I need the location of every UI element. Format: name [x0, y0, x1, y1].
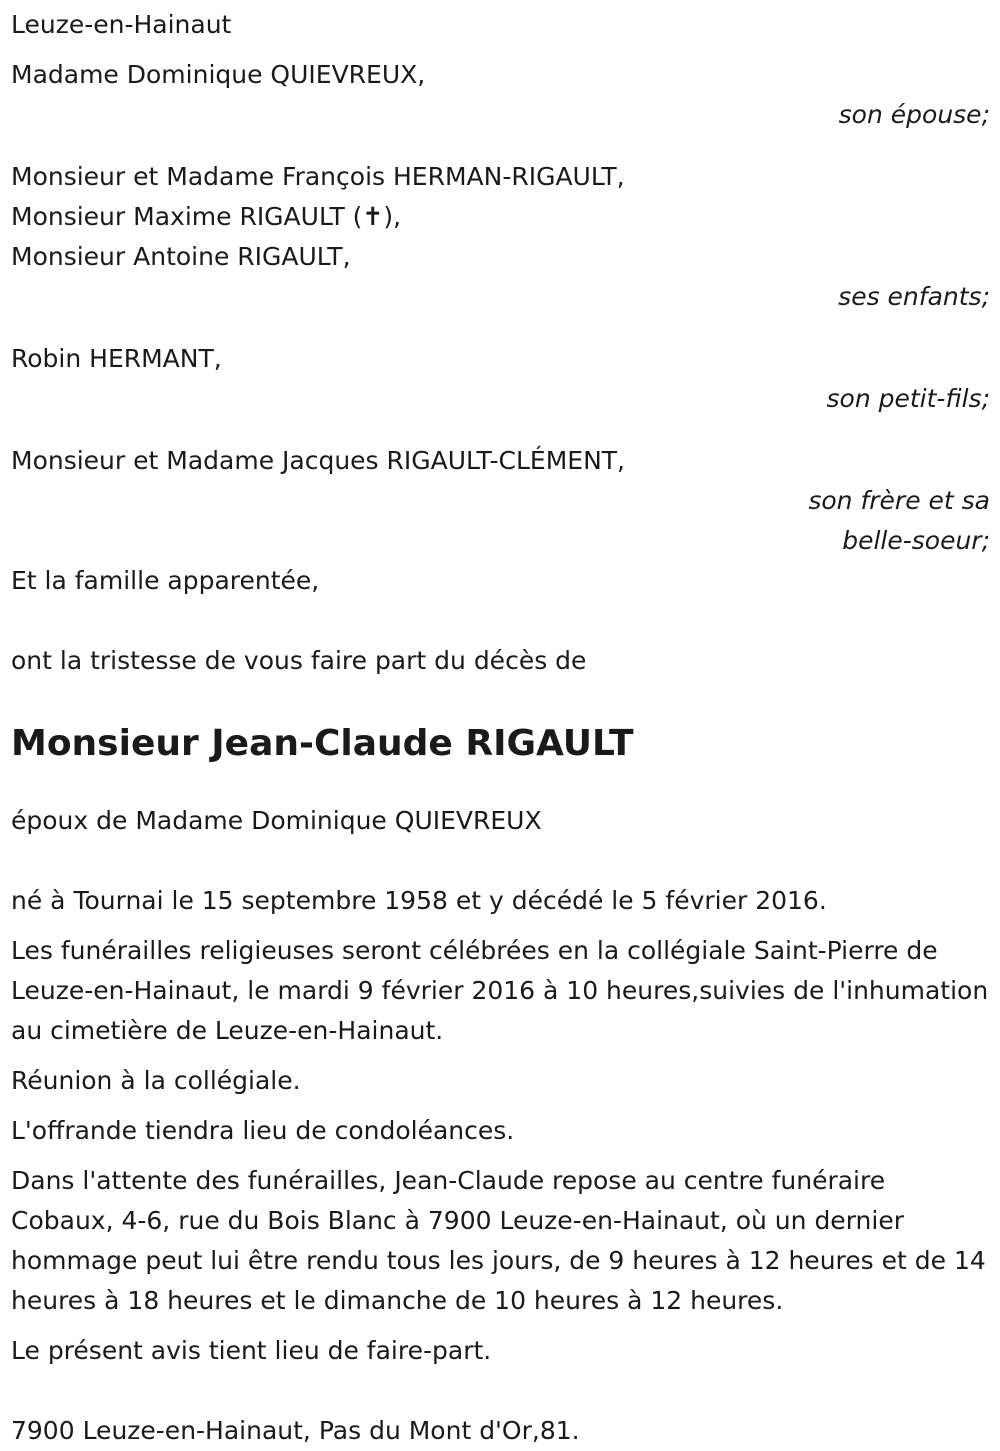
relation-label: ses enfants;: [838, 282, 990, 311]
reunion-line: Réunion à la collégiale.: [11, 1066, 301, 1095]
place-header: Leuze-en-Hainaut: [11, 10, 232, 39]
family-member: Robin HERMANT,: [11, 344, 222, 373]
address-line: 7900 Leuze-en-Hainaut, Pas du Mont d'Or,81.: [11, 1416, 580, 1445]
deceased-marker-suffix: ),: [383, 202, 402, 231]
family-group-children: [11, 157, 990, 317]
family-group-sibling: [11, 441, 990, 561]
family-member-name: Monsieur Maxime RIGAULT (: [11, 202, 363, 231]
family-member: Madame Dominique QUIEVREUX,: [11, 60, 426, 89]
relation-label: son petit-fils;: [826, 384, 990, 413]
birth-death-line: né à Tournai le 15 septembre 1958 et y décédé le 5 février 2016.: [11, 886, 827, 915]
relation-label: son épouse;: [838, 100, 990, 129]
cross-icon: ✝: [362, 202, 384, 231]
announcement: ont la tristesse de vous faire part du décès de: [11, 646, 587, 675]
family-member: Monsieur et Madame François HERMAN-RIGAULT,: [11, 162, 625, 191]
rest-paragraph: Dans l'attente des funérailles, Jean-Claude repose au centre funéraire Cobaux, 4-6, rue du Bois Blanc à 7900 Leuze-en-Hainaut, où un dernier hommage peut lui être rendu tous les jours, de 9 heures à 12 heures et de 14 heures à 18 heures et le dimanche de 10 heures à 12 heures.: [11, 1166, 986, 1315]
family-group-spouse: [11, 55, 990, 135]
relation-label: belle-soeur;: [842, 526, 990, 555]
spouse-line: époux de Madame Dominique QUIEVREUX: [11, 806, 542, 835]
obituary-notice: [11, 5, 990, 1451]
offering-line: L'offrande tiendra lieu de condoléances.: [11, 1116, 515, 1145]
family-group-grandchild: [11, 339, 990, 419]
funeral-paragraph: Les funérailles religieuses seront célébrées en la collégiale Saint-Pierre de Leuze-en-Hainaut, le mardi 9 février 2016 à 10 heures,suivies de l'inhumation au cimetière de Leuze-en-Hainaut.: [11, 936, 989, 1045]
notice-line: Le présent avis tient lieu de faire-part.: [11, 1336, 492, 1365]
family-member: Monsieur et Madame Jacques RIGAULT-CLÉMENT,: [11, 446, 625, 475]
family-member: Monsieur Antoine RIGAULT,: [11, 242, 351, 271]
extended-family: Et la famille apparentée,: [11, 566, 320, 595]
family-member-deceased: [11, 197, 990, 237]
deceased-name: Monsieur Jean-Claude RIGAULT: [11, 723, 634, 764]
relation-label: son frère et sa: [808, 486, 990, 515]
